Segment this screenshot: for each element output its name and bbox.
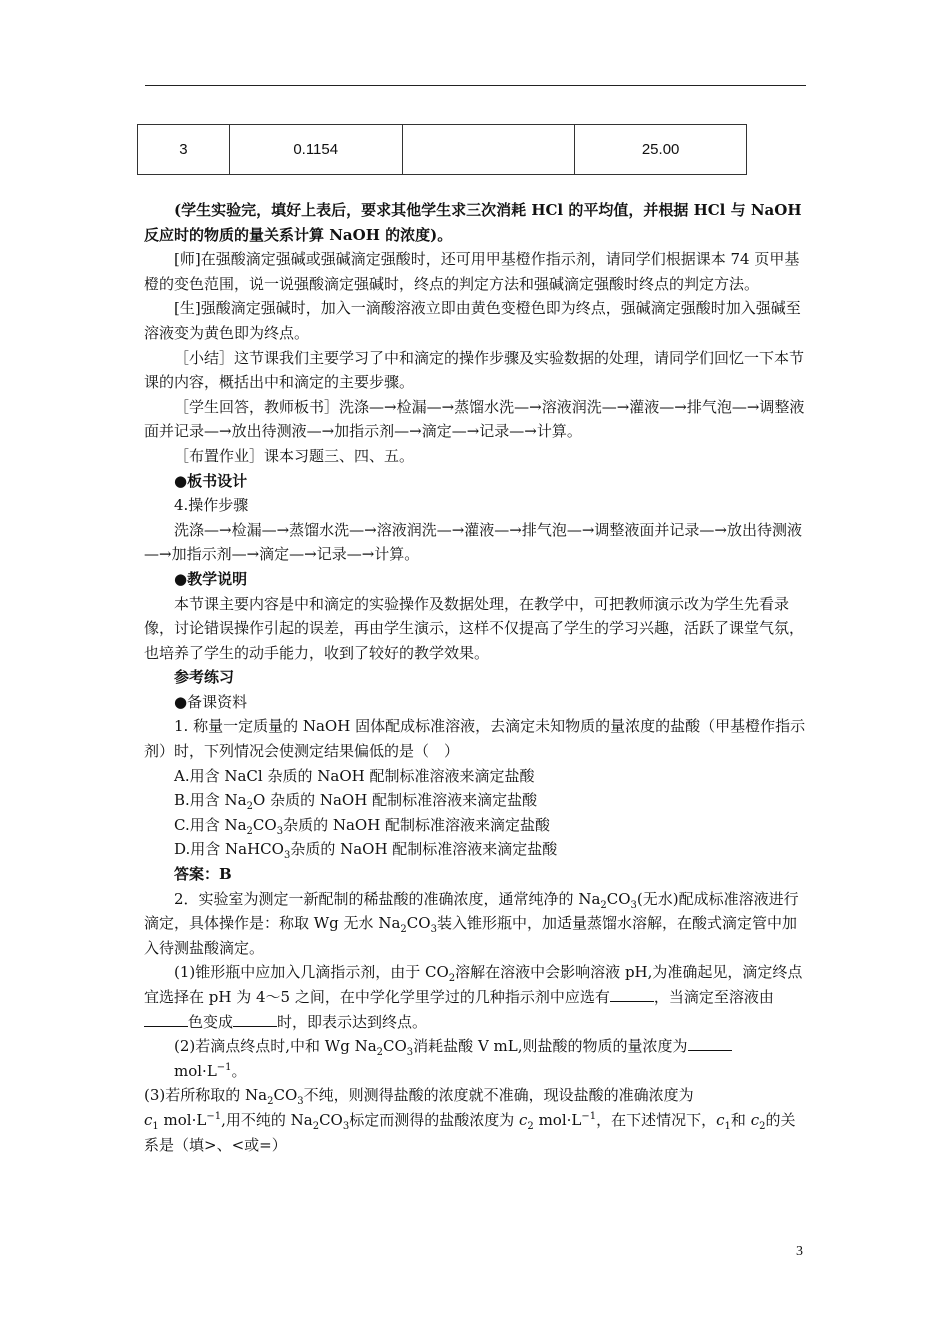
subscript: 2 [312, 1120, 320, 1132]
concentration-cell: 0.1154 [229, 125, 402, 175]
summary-text: 这节课我们主要学习了中和滴定的操作步骤及实验数据的处理，请同学们回忆一下本节课的内容，概括出中和滴定的主要步骤。 [144, 348, 805, 392]
subscript: 2 [600, 899, 607, 911]
teacher-text: 在强酸滴定强碱或强碱滴定强酸时，还可用甲基橙作指示剂，请同学们根据课本 74 页甲基橙的变色范围，说一说强酸滴定强碱时，终点的判定方法和强碱滴定强酸时终点的判定方法。 [144, 250, 800, 293]
part-1-text: 时，即表示达到终点。 [277, 1012, 428, 1031]
teacher-paragraph [144, 247, 808, 296]
subscript: 2 [400, 924, 407, 936]
page-number: 3 [796, 1244, 803, 1259]
titration-data-table [137, 124, 747, 175]
bold-note: (学生实验完，填好上表后，要求其他学生求三次消耗 HCl 的平均值，并根据 HCl 与 NaOH 反应时的物质的量关系计算 NaOH 的浓度)。 [144, 201, 802, 244]
part-3-text: ，在下述情况下， [596, 1110, 717, 1129]
student-paragraph [144, 296, 808, 345]
homework-text: 课本习题三、四、五。 [264, 446, 415, 465]
part-2-text: CO [383, 1037, 407, 1056]
student-tag: [生] [174, 299, 201, 318]
answer-text: 洗涤—→检漏—→蒸馏水洗—→溶液润洗—→灌液—→排气泡—→调整液面并记录—→放出待测液—→加指示剂—→滴定—→记录—→计算。 [144, 397, 805, 441]
question-2-part-2 [144, 1034, 808, 1059]
part-3-text: 不纯，则测得盐酸的浓度就不准确，现设盐酸的准确浓度为 [303, 1086, 694, 1105]
part-1-text: ，当滴定至溶液由 [653, 988, 774, 1006]
variable-c1: c [144, 1110, 153, 1129]
subscript: 2 [376, 1047, 384, 1059]
option-c-part: C.用含 Na [174, 815, 247, 834]
exercise-heading: 参考练习 [174, 668, 235, 687]
subscript: 2 [448, 973, 456, 985]
question-2-text: CO [606, 889, 631, 908]
header-rule [145, 85, 806, 86]
superscript: −1 [581, 1110, 597, 1122]
subscript: 3 [297, 1096, 304, 1108]
teaching-notes-text: 本节课主要内容是中和滴定的实验操作及数据处理，在教学中，可把教师演示改为学生先看录像，讨论错误操作引起的误差，再由学生演示，这样不仅提高了学生的学习兴趣，活跃了课堂气氛，也培养了学生的动手能力，收到了较好的教学效果。 [144, 594, 805, 662]
student-text: 强酸滴定强碱时，加入一滴酸溶液立即由黄色变橙色即为终点，强碱滴定强酸时加入强碱至溶液变为黄色即为终点。 [144, 299, 801, 342]
subscript: 3 [283, 850, 291, 862]
homework-paragraph [144, 444, 808, 469]
empty-cell [402, 125, 575, 175]
teacher-tag: [师] [174, 250, 201, 269]
subscript: 2 [246, 801, 254, 813]
homework-tag: ［布置作业］ [174, 446, 265, 465]
question-1-answer: 答案：B [174, 865, 232, 884]
answer-tag: ［学生回答，教师板书］ [174, 397, 340, 416]
subscript: 3 [430, 924, 437, 936]
question-2-part-3 [144, 1083, 808, 1157]
part-3-text: CO [273, 1086, 298, 1105]
part-3-text: 标定而测得的盐酸浓度为 [349, 1110, 520, 1129]
question-2 [144, 887, 808, 961]
table-row [138, 125, 747, 175]
part-2-text: 消耗盐酸 V mL,则盐酸的物质的量浓度为 [413, 1037, 688, 1056]
option-d [144, 837, 808, 862]
part-1-text: (1)锥形瓶中应加入几滴指示剂，由于 CO [174, 963, 449, 982]
option-a: A.用含 NaCl 杂质的 NaOH 配制标准溶液来滴定盐酸 [174, 766, 535, 785]
part-3-text: 和 [730, 1110, 751, 1129]
question-2-text: CO [406, 914, 431, 933]
question-2-text: 2．实验室为测定一新配制的稀盐酸的准确浓度，通常纯净的 Na [174, 889, 601, 908]
subscript: 1 [724, 1120, 731, 1132]
question-2-text: 装入锥形瓶中，加适量蒸馏水溶解，在酸式滴定管中加入待测盐酸滴定。 [144, 914, 797, 957]
answer-blank[interactable] [144, 1012, 188, 1027]
unit-text: mol·L [174, 1061, 217, 1080]
answer-blank[interactable] [610, 987, 654, 1002]
trial-number-cell: 3 [138, 125, 230, 175]
part-2-text: (2)若滴点终点时,中和 Wg Na [174, 1037, 377, 1056]
subscript: 2 [246, 825, 253, 837]
answer-blank[interactable] [688, 1036, 732, 1051]
question-2-part-2-unit [144, 1059, 808, 1084]
steps-text: 洗涤—→检漏—→蒸馏水洗—→溶液润洗—→灌液—→排气泡—→调整液面并记录—→放出待测液—→加指示剂—→滴定—→记录—→计算。 [144, 520, 802, 564]
material-heading: ●备课资料 [174, 692, 248, 711]
steps-heading: 4.操作步骤 [174, 496, 249, 515]
question-1: 1. 称量一定质量的 NaOH 固体配成标准溶液，去滴定未知物质的量浓度的盐酸（甲基橙作指示剂）时，下列情况会使测定结果偏低的是（ ） [144, 717, 806, 761]
option-b-part: B.用含 Na [174, 791, 247, 810]
option-c [144, 813, 808, 838]
subscript: 3 [630, 899, 637, 911]
document-body [144, 198, 808, 1157]
subscript: 2 [527, 1120, 534, 1132]
subscript: 2 [267, 1096, 274, 1108]
subscript: 3 [342, 1120, 350, 1132]
board-design-heading: ●板书设计 [174, 471, 248, 490]
part-3-text: CO [319, 1110, 343, 1129]
unit-text: 。 [231, 1061, 247, 1080]
part-3-text: mol·L [158, 1110, 207, 1129]
answer-paragraph [144, 395, 808, 444]
question-2-part-1 [144, 960, 808, 1034]
option-c-part: CO [252, 815, 277, 834]
option-b [144, 788, 808, 813]
question-2-text: (无水)配成标准溶液进行滴定，具体操作是：称取 Wg 无水 Na [144, 889, 799, 933]
part-3-text: mol·L [533, 1110, 582, 1129]
summary-tag: ［小结］ [174, 348, 235, 367]
part-3-text: ,用不纯的 Na [221, 1110, 313, 1129]
part-3-text: 的关系是（填>、<或=） [144, 1110, 796, 1154]
subscript: 3 [406, 1047, 414, 1059]
teaching-notes-heading: ●教学说明 [174, 569, 248, 588]
option-b-part: O 杂质的 NaOH 配制标准溶液来滴定盐酸 [253, 791, 538, 810]
part-1-text: 溶解在溶液中会影响溶液 pH,为准确起见，滴定终点宜选择在 pH 为 4～5 之间，在中学化学里学过的几种指示剂中应选有 [144, 963, 803, 1006]
part-3-text: (3)若所称取的 Na [144, 1086, 268, 1105]
option-d-part: D.用含 NaHCO [174, 840, 284, 859]
superscript: −1 [206, 1110, 222, 1122]
superscript: −1 [216, 1061, 232, 1073]
summary-paragraph [144, 346, 808, 395]
subscript: 1 [152, 1120, 159, 1132]
subscript: 3 [276, 825, 284, 837]
variable-c2: c [519, 1110, 528, 1129]
variable-c2: c [750, 1110, 760, 1129]
part-1-text: 色变成 [188, 1012, 234, 1031]
variable-c1: c [716, 1110, 725, 1129]
volume-cell: 25.00 [575, 125, 747, 175]
option-d-part: 杂质的 NaOH 配制标准溶液来滴定盐酸 [290, 840, 558, 859]
answer-blank[interactable] [233, 1012, 277, 1027]
subscript: 2 [759, 1120, 766, 1132]
option-c-part: 杂质的 NaOH 配制标准溶液来滴定盐酸 [283, 815, 551, 834]
